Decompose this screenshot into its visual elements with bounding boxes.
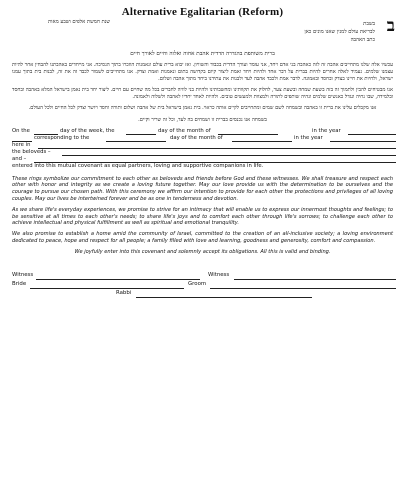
signature-row-rabbi	[12, 290, 393, 299]
english-paragraph-1: These rings symbolize our commitment to each other as beloveds and friends before God and these witnesses. We shall treasure and respect each other with honor and integrity as we create a loving future together. May our love provide us with the determination to be ourselves and the courage to pursue our chosen path. With this ceremony we affirm our intention to provide for each other the protections and privileges of all loving couples. May our lives be intertwined forever and be as one in tenderness and devotion.	[12, 175, 393, 203]
label-groom: Groom	[188, 280, 207, 287]
hebrew-shabbat-line: בשבת	[363, 21, 375, 27]
line-rabbi[interactable]	[136, 297, 312, 298]
english-paragraph-4: We joyfully enter into this covenant and solemnly accept its obligations. All this is valid and binding.	[74, 248, 331, 255]
document-title: Alternative Egalitarian (Reform)	[121, 6, 284, 18]
form-row-beloveds	[12, 149, 393, 156]
form-row-here-in	[12, 142, 393, 149]
line-witness-1[interactable]	[36, 279, 200, 280]
signature-row-couple	[12, 281, 393, 290]
english-date-form	[12, 128, 393, 170]
label-the-beloveds: the beloveds –	[12, 148, 51, 155]
hebrew-covenant-heading: ברית משותפת בהגדרה הדדית אהבת אחוה ואלוה וחיים לאורך חיים	[130, 51, 275, 57]
label-corresponding: corresponding to the	[34, 134, 90, 141]
hebrew-creation-line: לבריאת עולם למנין שאנו מונים כאן	[304, 29, 375, 35]
english-paragraph-2: As we share life's everyday experiences, we promise to strive for an intimacy that will enable us to express our innermost thoughts and feelings; to be sensitive at all times to each other's needs; to share life's joys and to comfort each other through life's sorrows; to challenge each other to achieve intellectual and physical fulfillment as well as spiritual and emotional tranquility.	[12, 206, 393, 227]
signature-row-witnesses	[12, 272, 393, 281]
label-on-the: On the	[12, 127, 30, 134]
label-rabbi: Rabbi	[116, 289, 132, 296]
label-entered: entered into this mutual covenant as equal partners, loving and supportive companions in life.	[12, 162, 264, 169]
form-row-date	[12, 128, 393, 135]
hebrew-year-line: שנת חמשת אלפים ושבע מאות	[48, 19, 111, 25]
line-witness-2[interactable]	[234, 279, 396, 280]
hebrew-paragraph-2: אנו מבטיחים להבין ולתמוך זה בזה בשעת שמחה ובשעת צער, לחלוק את תקוותינו ומחשבותינו ולהיות בני לוויה לחברים בכל מה שחיים עם חיים. ליצור יחד בית נאמן בישראל המלא באהבה ובחסד ובלמידה, שבו נחיה ונגדל כאנשים שלמים ונהיה שותפים לתורה ולמצוות ולמעשים טובים. ולהיות לאחד יחדיו לאהבה ולשלוה ולאמונה.	[12, 87, 393, 101]
label-day-of-week: day of the week, the	[60, 127, 115, 134]
label-here-in: here in	[12, 141, 31, 148]
label-bride: Bride	[12, 280, 27, 287]
label-witness-1: Witness	[12, 271, 34, 278]
hebrew-paragraph-3: אנו מקבלים עלינו את ברית זו באהבה ובשמחה לשם שמים ומתחייבים לקיים אותה כראוי. בית נאמן בישראל בית של אהבה ושלום ותורה וחסד ויושר וצדק לכל החיים ולכל העולם.	[28, 105, 377, 112]
hebrew-paragraph-1: עכשיו אלה שלנו מתחייבים אהבה זה לזה כאהבה בני אדם ויחד, אני עומד ועורך הדדית בכבוד והשוויון. ואז יבוא ברית עולם ונאמנות הוזכרו בתוך הנסיכה. אני מייחדים באהבתנו להבחין אחר להיות עצמנו שלמים. נעמיד לאלה אחרים להיות בברית על דבר אחד ולהיות ויחד ואמת ליצור קיום בקדושה בתום ונאמנות ואמת וצדק. אנו מתחייבים לשמור לכבד זה את זה, לבנות בית בתוך עמנו ישראל, ולחיות את חיינו בצדק ובחסד ובאמונה. לדבר אמת ולכבד אהבה לעד ולבנות את עתידנו ביחד מתוך אהבה ושלום.	[12, 62, 393, 83]
line-bride[interactable]	[30, 288, 184, 289]
form-row-and	[12, 156, 393, 163]
hebrew-writ-line: כתב האהבה	[350, 37, 375, 43]
hebrew-paragraph-4: בשמחה אנו נכנסים בברית זו ושמחים בה לעד, וכל זה שריר וקיים.	[138, 116, 267, 123]
bet-initial: ב	[386, 16, 395, 36]
label-witness-2: Witness	[208, 271, 230, 278]
label-day-of-month: day of the month of	[158, 127, 211, 134]
label-day-of-month-2: day of the month of	[170, 134, 223, 141]
form-row-corresponding	[12, 135, 393, 142]
form-row-entered	[12, 163, 393, 170]
label-and: and –	[12, 155, 27, 162]
label-in-the-year: in the year	[312, 127, 341, 134]
label-in-the-year-2: in the year	[294, 134, 323, 141]
english-paragraph-3: We also promise to establish a home amid the community of Israel, committed to the creation of an all-inclusive society; a loving environment dedicated to peace, hope and respect for all people; a family filled with love and learning, goodness and generosity, comfort and compassion.	[12, 231, 393, 245]
line-groom[interactable]	[210, 288, 396, 289]
hebrew-date-block	[8, 16, 397, 49]
